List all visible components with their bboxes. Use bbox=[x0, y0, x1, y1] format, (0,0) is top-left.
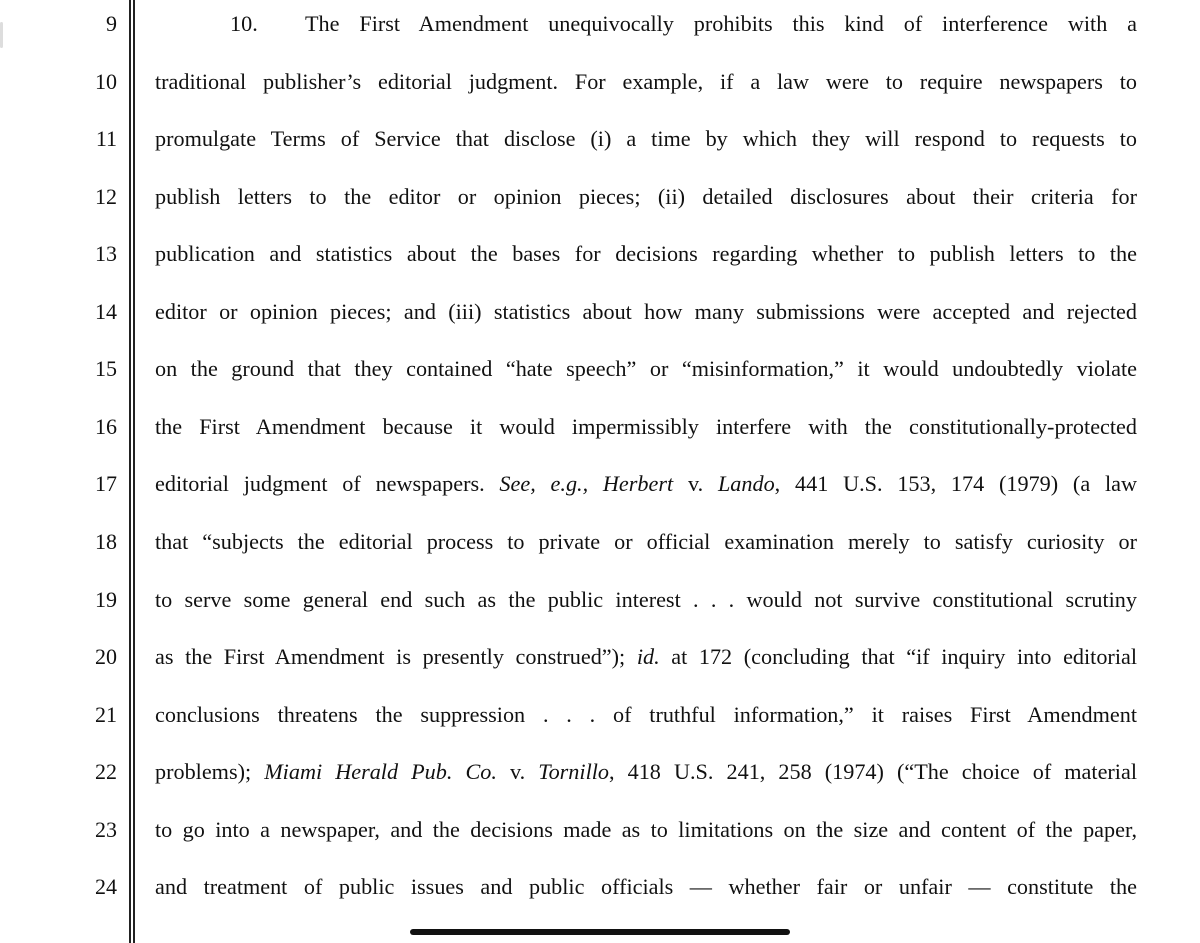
line-number: 16 bbox=[95, 413, 117, 439]
line-text bbox=[155, 412, 1137, 442]
text-run: to go into a newspaper, and the decisions made as to limitations on the size and content of the paper, bbox=[155, 816, 1137, 842]
text-run: conclusions threatens the suppression . . . of truthful information,” it raises First Amendment bbox=[155, 701, 1137, 727]
line-number: 24 bbox=[95, 874, 117, 900]
text-run: The First Amendment unequivocally prohibits this kind of interference with a bbox=[305, 11, 1137, 36]
line-text bbox=[155, 700, 1137, 730]
line-text bbox=[155, 124, 1137, 154]
citation-italic: id. bbox=[636, 644, 660, 670]
line-number: 14 bbox=[95, 298, 117, 324]
pleading-line bbox=[0, 527, 1200, 557]
line-number: 19 bbox=[95, 586, 117, 612]
line-number: 23 bbox=[95, 816, 117, 842]
line-text bbox=[230, 9, 1137, 39]
pleading-line bbox=[0, 182, 1200, 212]
pleading-line bbox=[0, 700, 1200, 730]
text-run: , 441 U.S. 153, 174 (1979) (a law bbox=[774, 471, 1137, 497]
line-text bbox=[155, 872, 1137, 902]
citation-italic: Lando bbox=[717, 471, 775, 497]
pleading-line bbox=[0, 872, 1200, 902]
line-text bbox=[155, 527, 1137, 557]
pleading-line bbox=[0, 412, 1200, 442]
pleading-line bbox=[0, 354, 1200, 384]
line-number: 22 bbox=[95, 759, 117, 785]
line-number: 17 bbox=[95, 471, 117, 497]
pleading-line bbox=[0, 297, 1200, 327]
text-run: publish letters to the editor or opinion pieces; (ii) detailed disclosures about their criteria for bbox=[155, 183, 1137, 209]
text-run: v. bbox=[673, 471, 718, 497]
text-run: and treatment of public issues and public officials — whether fair or unfair — constitute the bbox=[155, 874, 1137, 900]
line-text bbox=[155, 585, 1137, 615]
pleading-line bbox=[0, 585, 1200, 615]
line-number: 10 bbox=[95, 68, 117, 94]
pleading-line bbox=[0, 757, 1200, 787]
pleading-line bbox=[0, 469, 1200, 499]
citation-italic: See, e.g., Herbert bbox=[499, 471, 674, 497]
line-text bbox=[155, 239, 1137, 269]
paragraph-number: 10. bbox=[230, 11, 258, 36]
line-number: 15 bbox=[95, 356, 117, 382]
citation-italic: Miami Herald Pub. Co. bbox=[264, 759, 497, 785]
text-run: to serve some general end such as the public interest . . . would not survive constitutional scrutiny bbox=[155, 586, 1137, 612]
text-run: publication and statistics about the bases for decisions regarding whether to publish letters to the bbox=[155, 241, 1137, 267]
text-run: that “subjects the editorial process to private or official examination merely to satisfy curiosity or bbox=[155, 528, 1137, 554]
line-number: 11 bbox=[95, 126, 117, 152]
text-run: editorial judgment of newspapers. bbox=[155, 471, 500, 497]
text-run: at 172 (concluding that “if inquiry into editorial bbox=[659, 644, 1137, 670]
line-number: 20 bbox=[95, 644, 117, 670]
pleading-line bbox=[0, 9, 1200, 39]
line-text bbox=[155, 469, 1137, 499]
text-run: the First Amendment because it would impermissibly interfere with the constitutionally-protected bbox=[155, 413, 1137, 439]
text-run: on the ground that they contained “hate speech” or “misinformation,” it would undoubtedly violate bbox=[155, 356, 1137, 382]
pleading-line bbox=[0, 124, 1200, 154]
home-indicator[interactable] bbox=[410, 929, 790, 935]
line-text bbox=[155, 354, 1137, 384]
pleading-line bbox=[0, 239, 1200, 269]
line-number: 12 bbox=[95, 183, 117, 209]
text-run: traditional publisher’s editorial judgment. For example, if a law were to require newspapers to bbox=[155, 68, 1137, 94]
line-number: 21 bbox=[95, 701, 117, 727]
line-text bbox=[155, 757, 1137, 787]
line-text bbox=[155, 642, 1137, 672]
line-number: 18 bbox=[95, 528, 117, 554]
text-run: v. bbox=[496, 759, 539, 785]
text-run: , 418 U.S. 241, 258 (1974) (“The choice of material bbox=[609, 759, 1137, 785]
pleading-line bbox=[0, 67, 1200, 97]
line-text bbox=[155, 815, 1137, 845]
text-run: promulgate Terms of Service that disclose (i) a time by which they will respond to requests to bbox=[155, 126, 1137, 152]
pleading-line bbox=[0, 815, 1200, 845]
text-run: as the First Amendment is presently construed”); bbox=[155, 644, 637, 670]
line-text bbox=[155, 297, 1137, 327]
citation-italic: Tornillo bbox=[538, 759, 609, 785]
pleading-line bbox=[0, 642, 1200, 672]
line-text bbox=[155, 182, 1137, 212]
line-number: 13 bbox=[95, 241, 117, 267]
text-run: editor or opinion pieces; and (iii) statistics about how many submissions were accepted and rejected bbox=[155, 298, 1137, 324]
line-number: 9 bbox=[106, 11, 117, 36]
text-run: problems); bbox=[155, 759, 265, 785]
line-text bbox=[155, 67, 1137, 97]
